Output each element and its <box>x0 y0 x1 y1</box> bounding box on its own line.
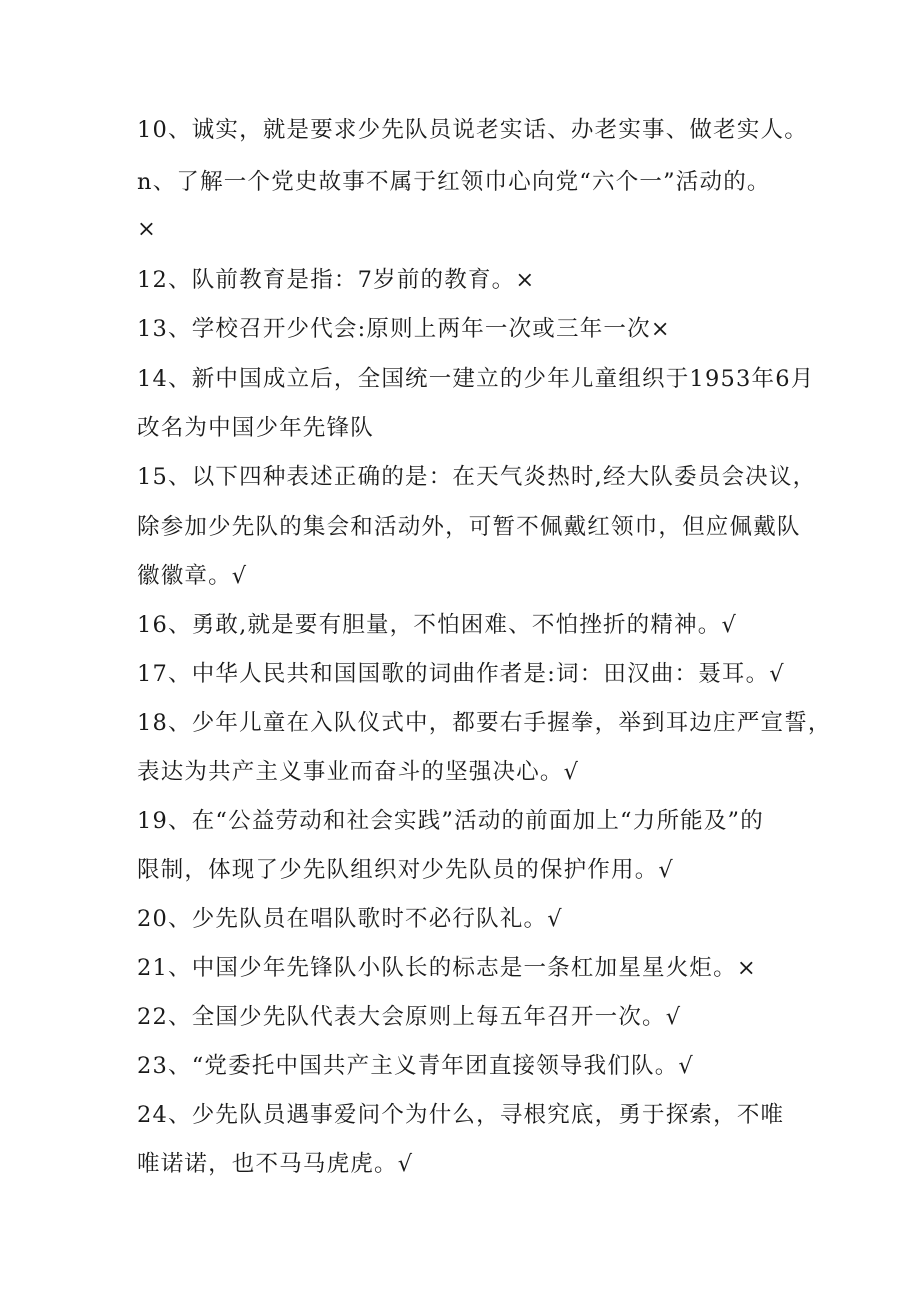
item-24-line-1: 24、少先队员遇事爱问个为什么，寻根究底，勇于探索，不唯 <box>137 1102 785 1128</box>
item-15-line-1: 15、以下四种表述正确的是：在天气炎热时,经大队委员会决议， <box>137 464 817 490</box>
item-15-line-3: 徽徽章。√ <box>137 563 248 589</box>
item-24-line-2: 唯诺诺，也不马马虎虎。√ <box>137 1151 414 1177</box>
item-19-line-1: 19、在“公益劳动和社会实践”活动的前面加上“力所能及”的 <box>137 808 764 834</box>
item-23-line-1: 23、“党委托中国共产主义青年团直接领导我们队。√ <box>137 1053 694 1079</box>
item-16-line-1: 16、勇敢,就是要有胆量，不怕困难、不怕挫折的精神。√ <box>137 612 738 638</box>
item-21-line-1: 21、中国少年先锋队小队长的标志是一条杠加星星火炬。× <box>137 955 757 981</box>
item-11-line-2: × <box>137 216 158 242</box>
item-12-line-1: 12、队前教育是指：7岁前的教育。× <box>137 267 536 293</box>
item-13-line-1: 13、学校召开少代会:原则上两年一次或三年一次× <box>137 316 671 342</box>
item-10-line-1: 10、诚实，就是要求少先队员说老实话、办老实事、做老实人。 <box>137 117 808 143</box>
item-20-line-1: 20、少先队员在唱队歌时不必行队礼。√ <box>137 906 563 932</box>
item-18-line-1: 18、少年儿童在入队仪式中，都要右手握拳，举到耳边庄严宣誓， <box>137 710 832 736</box>
item-22-line-1: 22、全国少先队代表大会原则上每五年召开一次。√ <box>137 1004 682 1030</box>
item-17-line-1: 17、中华人民共和国国歌的词曲作者是:词：田汉曲：聂耳。√ <box>137 661 785 687</box>
item-15-line-2: 除参加少先队的集会和活动外，可暂不佩戴红领巾，但应佩戴队 <box>137 514 801 540</box>
item-19-line-2: 限制，体现了少先队组织对少先队员的保护作用。√ <box>137 857 674 883</box>
item-14-line-1: 14、新中国成立后，全国统一建立的少年儿童组织于1953年6月 <box>137 366 815 392</box>
item-18-line-2: 表达为共产主义事业而奋斗的坚强决心。√ <box>137 759 580 785</box>
item-11-line-1: n、了解一个党史故事不属于红领巾心向党“六个一”活动的。 <box>137 169 771 195</box>
item-14-line-2: 改名为中国少年先锋队 <box>137 415 375 441</box>
